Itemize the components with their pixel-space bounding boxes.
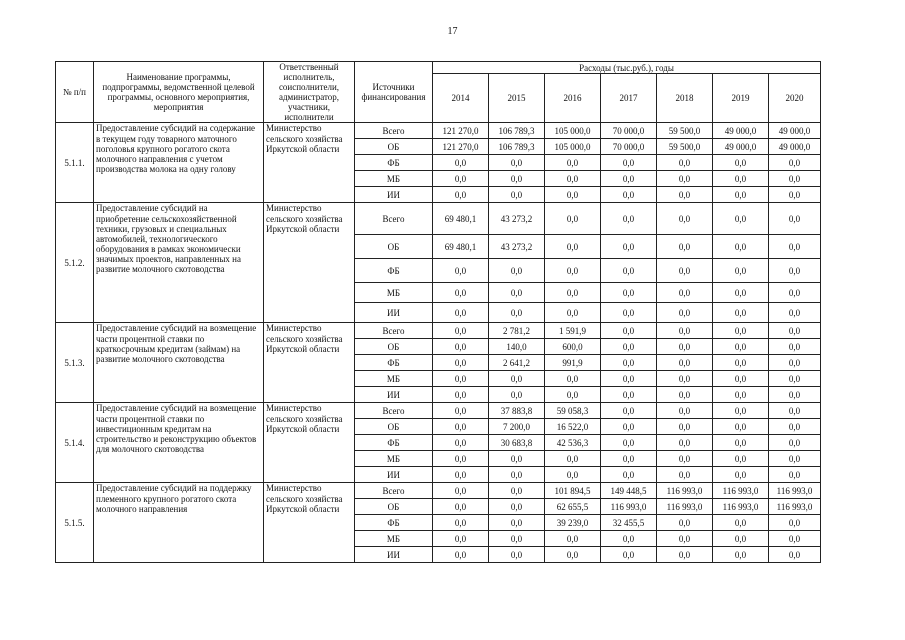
- expense-value: 0,0: [657, 547, 713, 563]
- funding-source: ИИ: [355, 467, 433, 483]
- expense-value: 0,0: [433, 387, 489, 403]
- funding-source: ОБ: [355, 499, 433, 515]
- expense-value: 43 273,2: [489, 203, 545, 235]
- expense-value: 0,0: [545, 171, 601, 187]
- expense-value: 62 655,5: [545, 499, 601, 515]
- expense-value: 0,0: [489, 283, 545, 303]
- table-body: [56, 123, 821, 563]
- expense-value: 0,0: [489, 259, 545, 283]
- expense-value: 116 993,0: [713, 499, 769, 515]
- header-year: 2019: [713, 74, 769, 123]
- expense-value: 105 000,0: [545, 139, 601, 155]
- expense-value: 43 273,2: [489, 235, 545, 259]
- funding-source: ОБ: [355, 235, 433, 259]
- header-year: 2014: [433, 74, 489, 123]
- expense-value: 59 500,0: [657, 139, 713, 155]
- expense-value: 1 591,9: [545, 323, 601, 339]
- header-year: 2017: [601, 74, 657, 123]
- expense-value: 0,0: [769, 467, 821, 483]
- expense-value: 0,0: [433, 483, 489, 499]
- expense-value: 0,0: [433, 355, 489, 371]
- expense-value: 0,0: [433, 531, 489, 547]
- expense-value: 0,0: [601, 435, 657, 451]
- expense-value: 0,0: [657, 303, 713, 323]
- funding-source: МБ: [355, 531, 433, 547]
- expense-value: 0,0: [489, 303, 545, 323]
- expense-value: 0,0: [601, 451, 657, 467]
- page-number: 17: [447, 26, 458, 37]
- section-number: 5.1.3.: [56, 323, 94, 403]
- expense-value: 0,0: [769, 515, 821, 531]
- expense-value: 0,0: [601, 155, 657, 171]
- expense-value: 0,0: [769, 171, 821, 187]
- expense-value: 0,0: [713, 355, 769, 371]
- expense-value: 106 789,3: [489, 123, 545, 139]
- section-number: 5.1.5.: [56, 483, 94, 563]
- expense-value: 0,0: [545, 371, 601, 387]
- section-name: Предоставление субсидий на возмещение части процентной ставки по инвестиционным кредитам на строительство и реконструкцию объектов для молочного скотоводства: [94, 403, 264, 483]
- section-number: 5.1.4.: [56, 403, 94, 483]
- expense-value: 0,0: [545, 155, 601, 171]
- expense-value: 69 480,1: [433, 203, 489, 235]
- expense-value: 69 480,1: [433, 235, 489, 259]
- expense-value: 0,0: [657, 155, 713, 171]
- expense-value: 0,0: [657, 515, 713, 531]
- expense-value: 0,0: [601, 259, 657, 283]
- funding-source: Всего: [355, 483, 433, 499]
- header-year: 2015: [489, 74, 545, 123]
- table-row: [56, 483, 821, 499]
- expense-value: 0,0: [601, 171, 657, 187]
- expense-value: 991,9: [545, 355, 601, 371]
- expense-value: 49 000,0: [769, 123, 821, 139]
- expense-value: 0,0: [545, 451, 601, 467]
- funding-source: ФБ: [355, 155, 433, 171]
- expense-value: 0,0: [545, 259, 601, 283]
- expense-value: 0,0: [489, 531, 545, 547]
- expense-value: 0,0: [769, 259, 821, 283]
- expense-value: 0,0: [433, 339, 489, 355]
- section-name: Предоставление субсидий на содержание в текущем году товарного маточного поголовья крупного рогатого скота молочного направления с учетом производства молока на одну голову: [94, 123, 264, 203]
- expense-value: 0,0: [489, 483, 545, 499]
- expense-value: 0,0: [601, 339, 657, 355]
- expense-value: 0,0: [433, 303, 489, 323]
- expense-value: 116 993,0: [769, 483, 821, 499]
- expense-value: 0,0: [657, 235, 713, 259]
- expense-value: 116 993,0: [657, 483, 713, 499]
- expense-value: 0,0: [713, 187, 769, 203]
- expense-value: 0,0: [769, 371, 821, 387]
- expense-value: 116 993,0: [769, 499, 821, 515]
- expense-value: 0,0: [433, 323, 489, 339]
- expense-value: 0,0: [713, 435, 769, 451]
- expense-value: 0,0: [601, 419, 657, 435]
- expense-value: 0,0: [769, 155, 821, 171]
- section-name: Предоставление субсидий на возмещение части процентной ставки по краткосрочным кредитам (займам) на развитие молочного скотоводства: [94, 323, 264, 403]
- expense-value: 49 000,0: [769, 139, 821, 155]
- expense-value: 0,0: [545, 547, 601, 563]
- expense-value: 0,0: [657, 339, 713, 355]
- expense-value: 0,0: [489, 547, 545, 563]
- section-executor: Министерство сельского хозяйства Иркутской области: [264, 323, 355, 403]
- expense-value: 0,0: [657, 323, 713, 339]
- expense-value: 0,0: [769, 355, 821, 371]
- expense-value: 0,0: [657, 435, 713, 451]
- expense-value: 0,0: [657, 419, 713, 435]
- funding-source: ИИ: [355, 303, 433, 323]
- expense-value: 0,0: [601, 303, 657, 323]
- expense-value: 0,0: [545, 387, 601, 403]
- section-executor: Министерство сельского хозяйства Иркутской области: [264, 483, 355, 563]
- expense-value: 32 455,5: [601, 515, 657, 531]
- expense-value: 0,0: [713, 451, 769, 467]
- funding-source: ФБ: [355, 259, 433, 283]
- funding-source: Всего: [355, 203, 433, 235]
- expense-value: 0,0: [433, 499, 489, 515]
- expense-value: 49 000,0: [713, 139, 769, 155]
- expense-value: 0,0: [713, 403, 769, 419]
- funding-source: МБ: [355, 451, 433, 467]
- expense-value: 0,0: [657, 467, 713, 483]
- expense-value: 0,0: [601, 283, 657, 303]
- expense-value: 0,0: [713, 303, 769, 323]
- expense-value: 105 000,0: [545, 123, 601, 139]
- expense-value: 2 641,2: [489, 355, 545, 371]
- expense-value: 0,0: [657, 259, 713, 283]
- expense-value: 0,0: [657, 283, 713, 303]
- expense-value: 0,0: [489, 467, 545, 483]
- expense-value: 0,0: [713, 419, 769, 435]
- expense-value: 0,0: [713, 371, 769, 387]
- expense-value: 0,0: [713, 339, 769, 355]
- section-number: 5.1.1.: [56, 123, 94, 203]
- expense-value: 0,0: [769, 451, 821, 467]
- expense-value: 0,0: [769, 303, 821, 323]
- expense-value: 0,0: [545, 235, 601, 259]
- expense-value: 0,0: [489, 187, 545, 203]
- expense-value: 0,0: [657, 531, 713, 547]
- expense-value: 0,0: [545, 303, 601, 323]
- funding-source: ИИ: [355, 547, 433, 563]
- expense-value: 42 536,3: [545, 435, 601, 451]
- expense-value: 0,0: [601, 323, 657, 339]
- expense-value: 0,0: [601, 387, 657, 403]
- expense-value: 0,0: [713, 155, 769, 171]
- expense-value: 0,0: [657, 371, 713, 387]
- expense-value: 0,0: [601, 203, 657, 235]
- expense-value: 0,0: [489, 451, 545, 467]
- funding-source: ИИ: [355, 387, 433, 403]
- table-row: [56, 203, 821, 235]
- expense-value: 70 000,0: [601, 123, 657, 139]
- expense-value: 37 883,8: [489, 403, 545, 419]
- expense-value: 0,0: [657, 451, 713, 467]
- table-row: [56, 123, 821, 139]
- expense-value: 0,0: [433, 283, 489, 303]
- expense-value: 0,0: [601, 547, 657, 563]
- funding-source: МБ: [355, 283, 433, 303]
- expense-value: 0,0: [433, 515, 489, 531]
- expense-value: 0,0: [713, 467, 769, 483]
- expense-value: 30 683,8: [489, 435, 545, 451]
- expense-value: 0,0: [657, 355, 713, 371]
- table-row: [56, 403, 821, 419]
- section-number: 5.1.2.: [56, 203, 94, 323]
- expense-value: 0,0: [713, 259, 769, 283]
- header-year: 2020: [769, 74, 821, 123]
- expense-value: 0,0: [433, 467, 489, 483]
- expense-value: 0,0: [769, 203, 821, 235]
- expense-value: 0,0: [433, 155, 489, 171]
- funding-source: МБ: [355, 371, 433, 387]
- expense-value: 0,0: [433, 419, 489, 435]
- expense-value: 0,0: [713, 235, 769, 259]
- section-executor: Министерство сельского хозяйства Иркутской области: [264, 403, 355, 483]
- expense-value: 0,0: [601, 371, 657, 387]
- expense-value: 0,0: [433, 451, 489, 467]
- funding-source: ФБ: [355, 355, 433, 371]
- expense-value: 0,0: [769, 419, 821, 435]
- expense-value: 0,0: [769, 531, 821, 547]
- expense-value: 116 993,0: [713, 483, 769, 499]
- expense-value: 0,0: [769, 323, 821, 339]
- expense-value: 0,0: [601, 235, 657, 259]
- header-name: Наименование программы, подпрограммы, ведомственной целевой программы, основного мероприятия, мероприятия: [94, 62, 264, 123]
- funding-source: ФБ: [355, 435, 433, 451]
- expense-value: 0,0: [601, 467, 657, 483]
- expense-value: 0,0: [657, 403, 713, 419]
- expense-value: 0,0: [489, 155, 545, 171]
- expense-value: 0,0: [489, 499, 545, 515]
- budget-table: [55, 61, 821, 563]
- funding-source: ОБ: [355, 339, 433, 355]
- header-year: 2018: [657, 74, 713, 123]
- expense-value: 59 500,0: [657, 123, 713, 139]
- expense-value: 16 522,0: [545, 419, 601, 435]
- funding-source: ФБ: [355, 515, 433, 531]
- expense-value: 0,0: [713, 283, 769, 303]
- expense-value: 121 270,0: [433, 123, 489, 139]
- expense-value: 0,0: [601, 187, 657, 203]
- funding-source: ОБ: [355, 139, 433, 155]
- expense-value: 116 993,0: [657, 499, 713, 515]
- expense-value: 0,0: [433, 435, 489, 451]
- expense-value: 0,0: [433, 371, 489, 387]
- header-year: 2016: [545, 74, 601, 123]
- expense-value: 0,0: [489, 171, 545, 187]
- expense-value: 0,0: [433, 171, 489, 187]
- header-executor: Ответственный исполнитель, соисполнители, администратор, участники, исполнители: [264, 62, 355, 123]
- expense-value: 0,0: [601, 355, 657, 371]
- expense-value: 0,0: [545, 187, 601, 203]
- header-source: Источники финансирования: [355, 62, 433, 123]
- expense-value: 0,0: [713, 171, 769, 187]
- expense-value: 39 239,0: [545, 515, 601, 531]
- expense-value: 0,0: [657, 171, 713, 187]
- funding-source: Всего: [355, 403, 433, 419]
- expense-value: 0,0: [545, 467, 601, 483]
- table-header: [56, 62, 821, 123]
- funding-source: МБ: [355, 171, 433, 187]
- expense-value: 0,0: [601, 531, 657, 547]
- table-row: [56, 323, 821, 339]
- expense-value: 0,0: [489, 387, 545, 403]
- expense-value: 149 448,5: [601, 483, 657, 499]
- expense-value: 49 000,0: [713, 123, 769, 139]
- expense-value: 0,0: [769, 403, 821, 419]
- section-executor: Министерство сельского хозяйства Иркутской области: [264, 123, 355, 203]
- expense-value: 70 000,0: [601, 139, 657, 155]
- expense-value: 0,0: [545, 203, 601, 235]
- section-name: Предоставление субсидий на приобретение сельскохозяйственной техники, грузовых и специальных автомобилей, технологического оборудования в рамках экономически значимых проектов, направленных на развитие молочного скотоводства: [94, 203, 264, 323]
- expense-value: 121 270,0: [433, 139, 489, 155]
- expense-value: 0,0: [769, 547, 821, 563]
- expense-value: 0,0: [769, 387, 821, 403]
- expense-value: 0,0: [769, 187, 821, 203]
- expense-value: 0,0: [657, 203, 713, 235]
- funding-source: Всего: [355, 323, 433, 339]
- funding-source: ИИ: [355, 187, 433, 203]
- expense-value: 0,0: [545, 531, 601, 547]
- expense-value: 0,0: [713, 203, 769, 235]
- expense-value: 0,0: [433, 187, 489, 203]
- section-executor: Министерство сельского хозяйства Иркутской области: [264, 203, 355, 323]
- expense-value: 0,0: [545, 283, 601, 303]
- expense-value: 101 894,5: [545, 483, 601, 499]
- expense-value: 0,0: [657, 387, 713, 403]
- expense-value: 0,0: [769, 435, 821, 451]
- expense-value: 0,0: [433, 259, 489, 283]
- expense-value: 0,0: [657, 187, 713, 203]
- expense-value: 0,0: [769, 235, 821, 259]
- section-name: Предоставление субсидий на поддержку племенного крупного рогатого скота молочного направления: [94, 483, 264, 563]
- expense-value: 0,0: [713, 515, 769, 531]
- expense-value: 116 993,0: [601, 499, 657, 515]
- expense-value: 106 789,3: [489, 139, 545, 155]
- funding-source: Всего: [355, 123, 433, 139]
- expense-value: 0,0: [713, 323, 769, 339]
- expense-value: 7 200,0: [489, 419, 545, 435]
- header-num: № п/п: [56, 62, 94, 123]
- expense-value: 0,0: [489, 371, 545, 387]
- expense-value: 59 058,3: [545, 403, 601, 419]
- expense-value: 0,0: [713, 547, 769, 563]
- expense-value: 0,0: [713, 387, 769, 403]
- expense-value: 0,0: [713, 531, 769, 547]
- expense-value: 0,0: [601, 403, 657, 419]
- expense-value: 140,0: [489, 339, 545, 355]
- expense-value: 0,0: [433, 547, 489, 563]
- expense-value: 0,0: [433, 403, 489, 419]
- header-expenses: Расходы (тыс.руб.), годы: [433, 62, 821, 74]
- expense-value: 0,0: [489, 515, 545, 531]
- expense-value: 600,0: [545, 339, 601, 355]
- funding-source: ОБ: [355, 419, 433, 435]
- expense-value: 2 781,2: [489, 323, 545, 339]
- expense-value: 0,0: [769, 283, 821, 303]
- expense-value: 0,0: [769, 339, 821, 355]
